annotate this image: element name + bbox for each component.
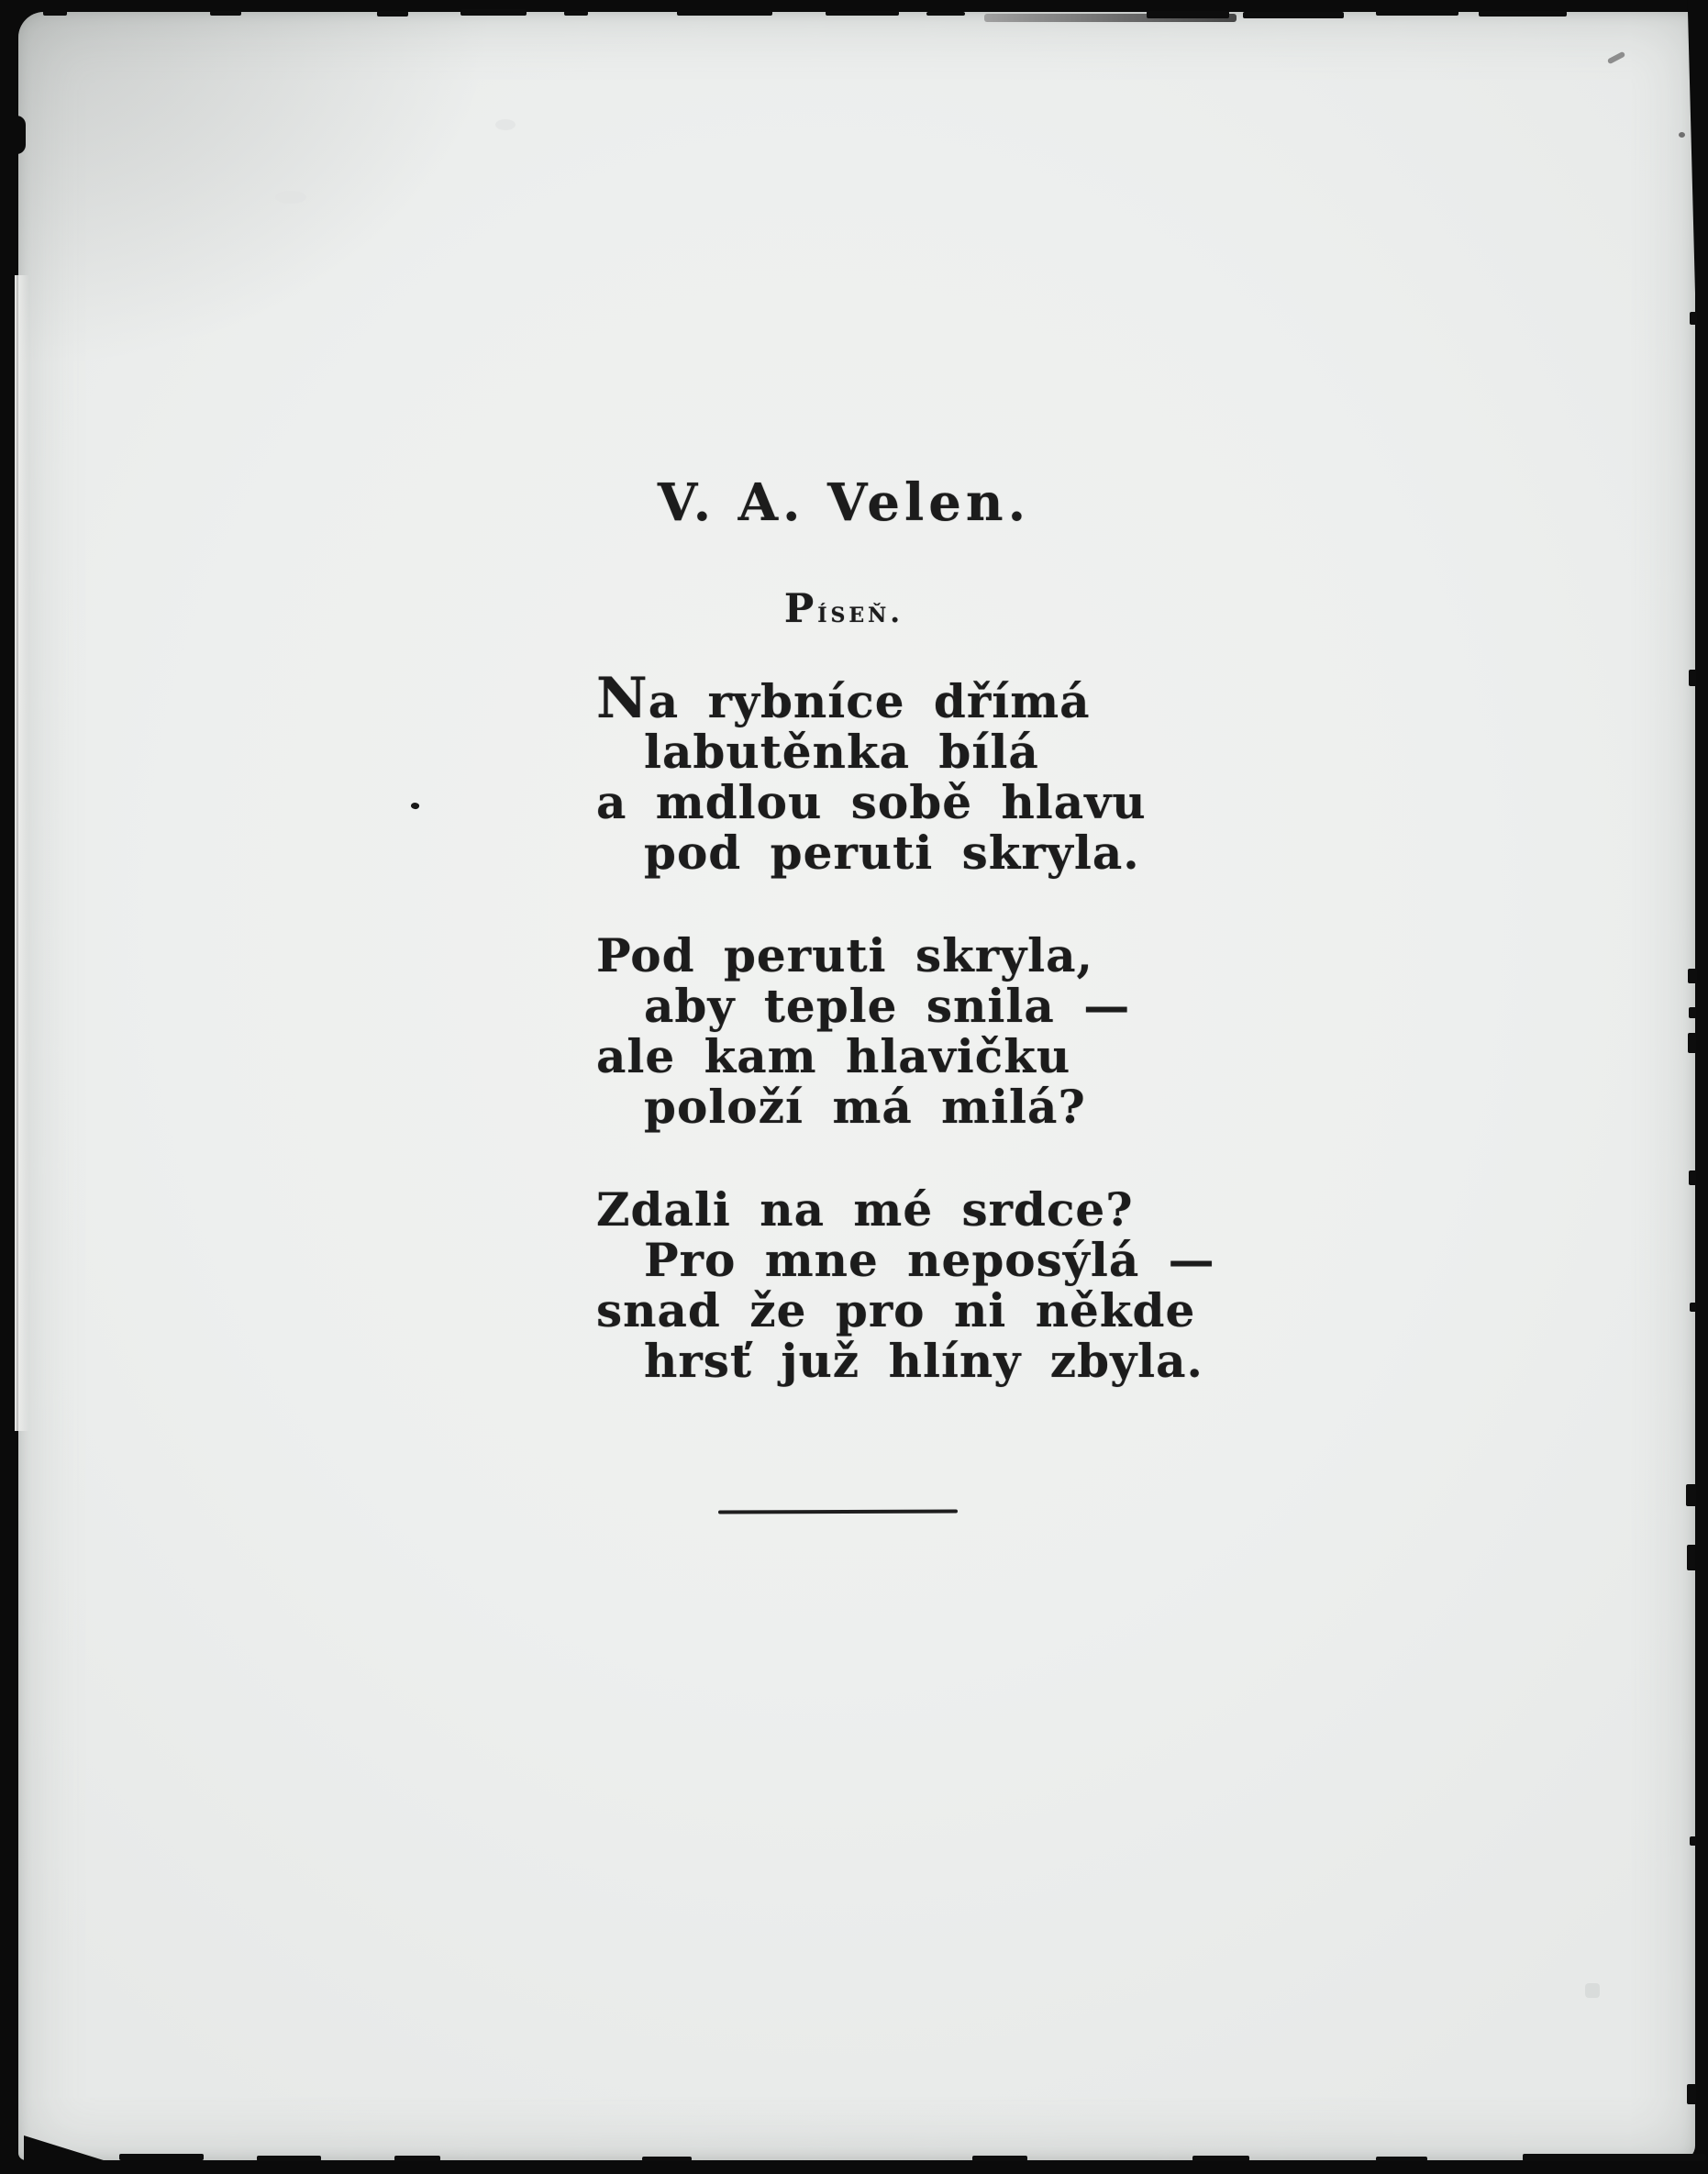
stanza-2 xyxy=(596,930,1165,1132)
poem-line: Na rybníce dřímá xyxy=(596,666,1091,731)
author-heading: V. A. Velen. xyxy=(657,472,1031,533)
stanza-1 xyxy=(596,666,1165,880)
poem-line: aby teple snila — xyxy=(644,979,1131,1033)
poem-title: Píseň. xyxy=(783,586,904,632)
poem-line: Pro mne neposýlá — xyxy=(644,1233,1215,1287)
poem-line: pod peruti skryla. xyxy=(644,826,1140,880)
poem-line: Zdali na mé srdce? xyxy=(596,1182,1134,1237)
stanza-3 xyxy=(596,1182,1215,1388)
poem-line: labutěnka bílá xyxy=(644,725,1039,779)
poem xyxy=(596,666,1215,1438)
poem-line: ale kam hlavičku xyxy=(596,1029,1071,1083)
poem-line: položí má milá? xyxy=(644,1080,1086,1134)
poem-line: snad že pro ni někde xyxy=(596,1283,1196,1337)
poem-line: Pod peruti skryla, xyxy=(596,928,1093,982)
poem-line: hrsť juž hlíny zbyla. xyxy=(644,1334,1203,1388)
poem-line: a mdlou sobě hlavu xyxy=(596,775,1147,829)
